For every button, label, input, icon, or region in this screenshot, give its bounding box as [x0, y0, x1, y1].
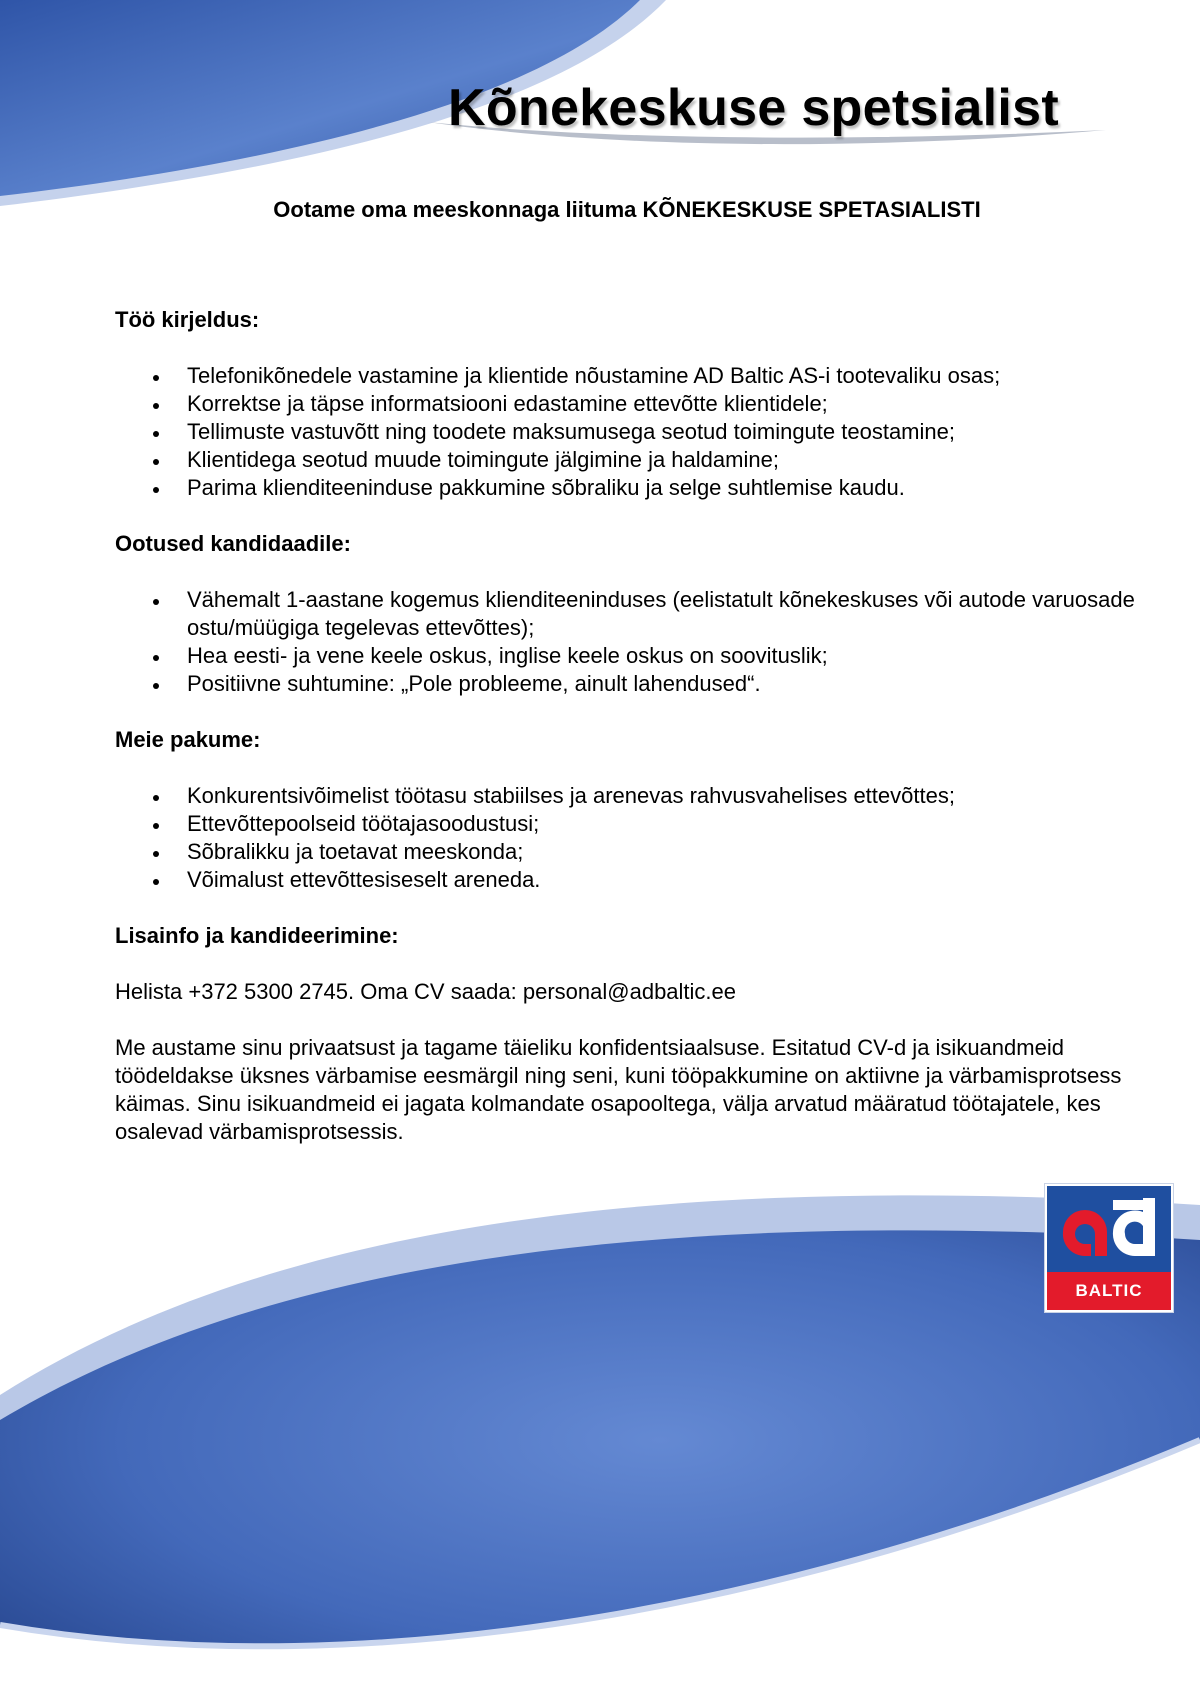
list-item: Tellimuste vastuvõtt ning toodete maksumusega seotud toimingute teostamine;: [115, 418, 1175, 446]
list-item: Klientidega seotud muude toimingute jälgimine ja haldamine;: [115, 446, 1175, 474]
list-item: Telefonikõnedele vastamine ja klientide nõustamine AD Baltic AS-i tootevaliku osas;: [115, 362, 1175, 390]
ad-baltic-logo: [1045, 1184, 1173, 1312]
list-item: Vähemalt 1-aastane kogemus klienditeeninduses (eelistatult kõnekeskuses või autode varuosade ostu/müügiga tegelevas ettevõttes);: [115, 586, 1175, 642]
page-title: Kõnekeskuse spetsialist: [448, 79, 1059, 137]
ad-logo-mark-icon: [1055, 1198, 1163, 1264]
contact-line: Helista +372 5300 2745. Oma CV saada: personal@adbaltic.ee: [115, 979, 737, 1004]
list-item: Võimalust ettevõttesiseselt areneda.: [115, 866, 1175, 894]
list-item: Positiivne suhtumine: „Pole probleeme, ainult lahendused“.: [115, 670, 1175, 698]
list-item: Ettevõttepoolseid töötajasoodustusi;: [115, 810, 1175, 838]
page-subtitle: Ootame oma meeskonnaga liituma KÕNEKESKUSE SPETASIALISTI: [273, 197, 981, 222]
privacy-notice: Me austame sinu privaatsust ja tagame täieliku konfidentsiaalsuse. Esitatud CV-d ja isikuandmeid töödeldakse üksnes värbamise eesmärgil ning seni, kuni tööpakkumine on aktiivne ja värbamisprotsess käimas. Sinu isikuandmeid ei jagata kolmandate osapooltega, välja arvatud määratud töötajatele, kes osalevad värbamisprotsessis.: [115, 1035, 1122, 1144]
offer-list: [115, 782, 1175, 894]
logo-band: BALTIC: [1047, 1272, 1171, 1310]
list-item: Sõbralikku ja toetavat meeskonda;: [115, 838, 1175, 866]
bullet-icon: [153, 851, 159, 857]
expectations-list: [115, 586, 1175, 698]
bullet-icon: [153, 487, 159, 493]
bullet-icon: [153, 431, 159, 437]
bullet-icon: [153, 599, 159, 605]
bullet-icon: [153, 459, 159, 465]
section-heading-contact: Lisainfo ja kandideerimine:: [115, 923, 399, 948]
bullet-icon: [153, 655, 159, 661]
bullet-icon: [153, 823, 159, 829]
bullet-icon: [153, 375, 159, 381]
list-item: Konkurentsivõimelist töötasu stabiilses ja arenevas rahvusvahelises ettevõttes;: [115, 782, 1175, 810]
bullet-icon: [153, 879, 159, 885]
job-description-list: [115, 362, 1175, 502]
list-item: Korrektse ja täpse informatsiooni edastamine ettevõtte klientidele;: [115, 390, 1175, 418]
bullet-icon: [153, 683, 159, 689]
section-heading-job-description: Töö kirjeldus:: [115, 307, 260, 332]
bottom-swoosh: [0, 1195, 1200, 1697]
section-heading-offer: Meie pakume:: [115, 727, 261, 752]
bullet-icon: [153, 795, 159, 801]
list-item: Parima klienditeeninduse pakkumine sõbraliku ja selge suhtlemise kaudu.: [115, 474, 1175, 502]
job-ad-content: [115, 306, 1175, 1174]
section-heading-expectations: Ootused kandidaadile:: [115, 531, 351, 556]
bullet-icon: [153, 403, 159, 409]
list-item: Hea eesti- ja vene keele oskus, inglise keele oskus on soovituslik;: [115, 642, 1175, 670]
